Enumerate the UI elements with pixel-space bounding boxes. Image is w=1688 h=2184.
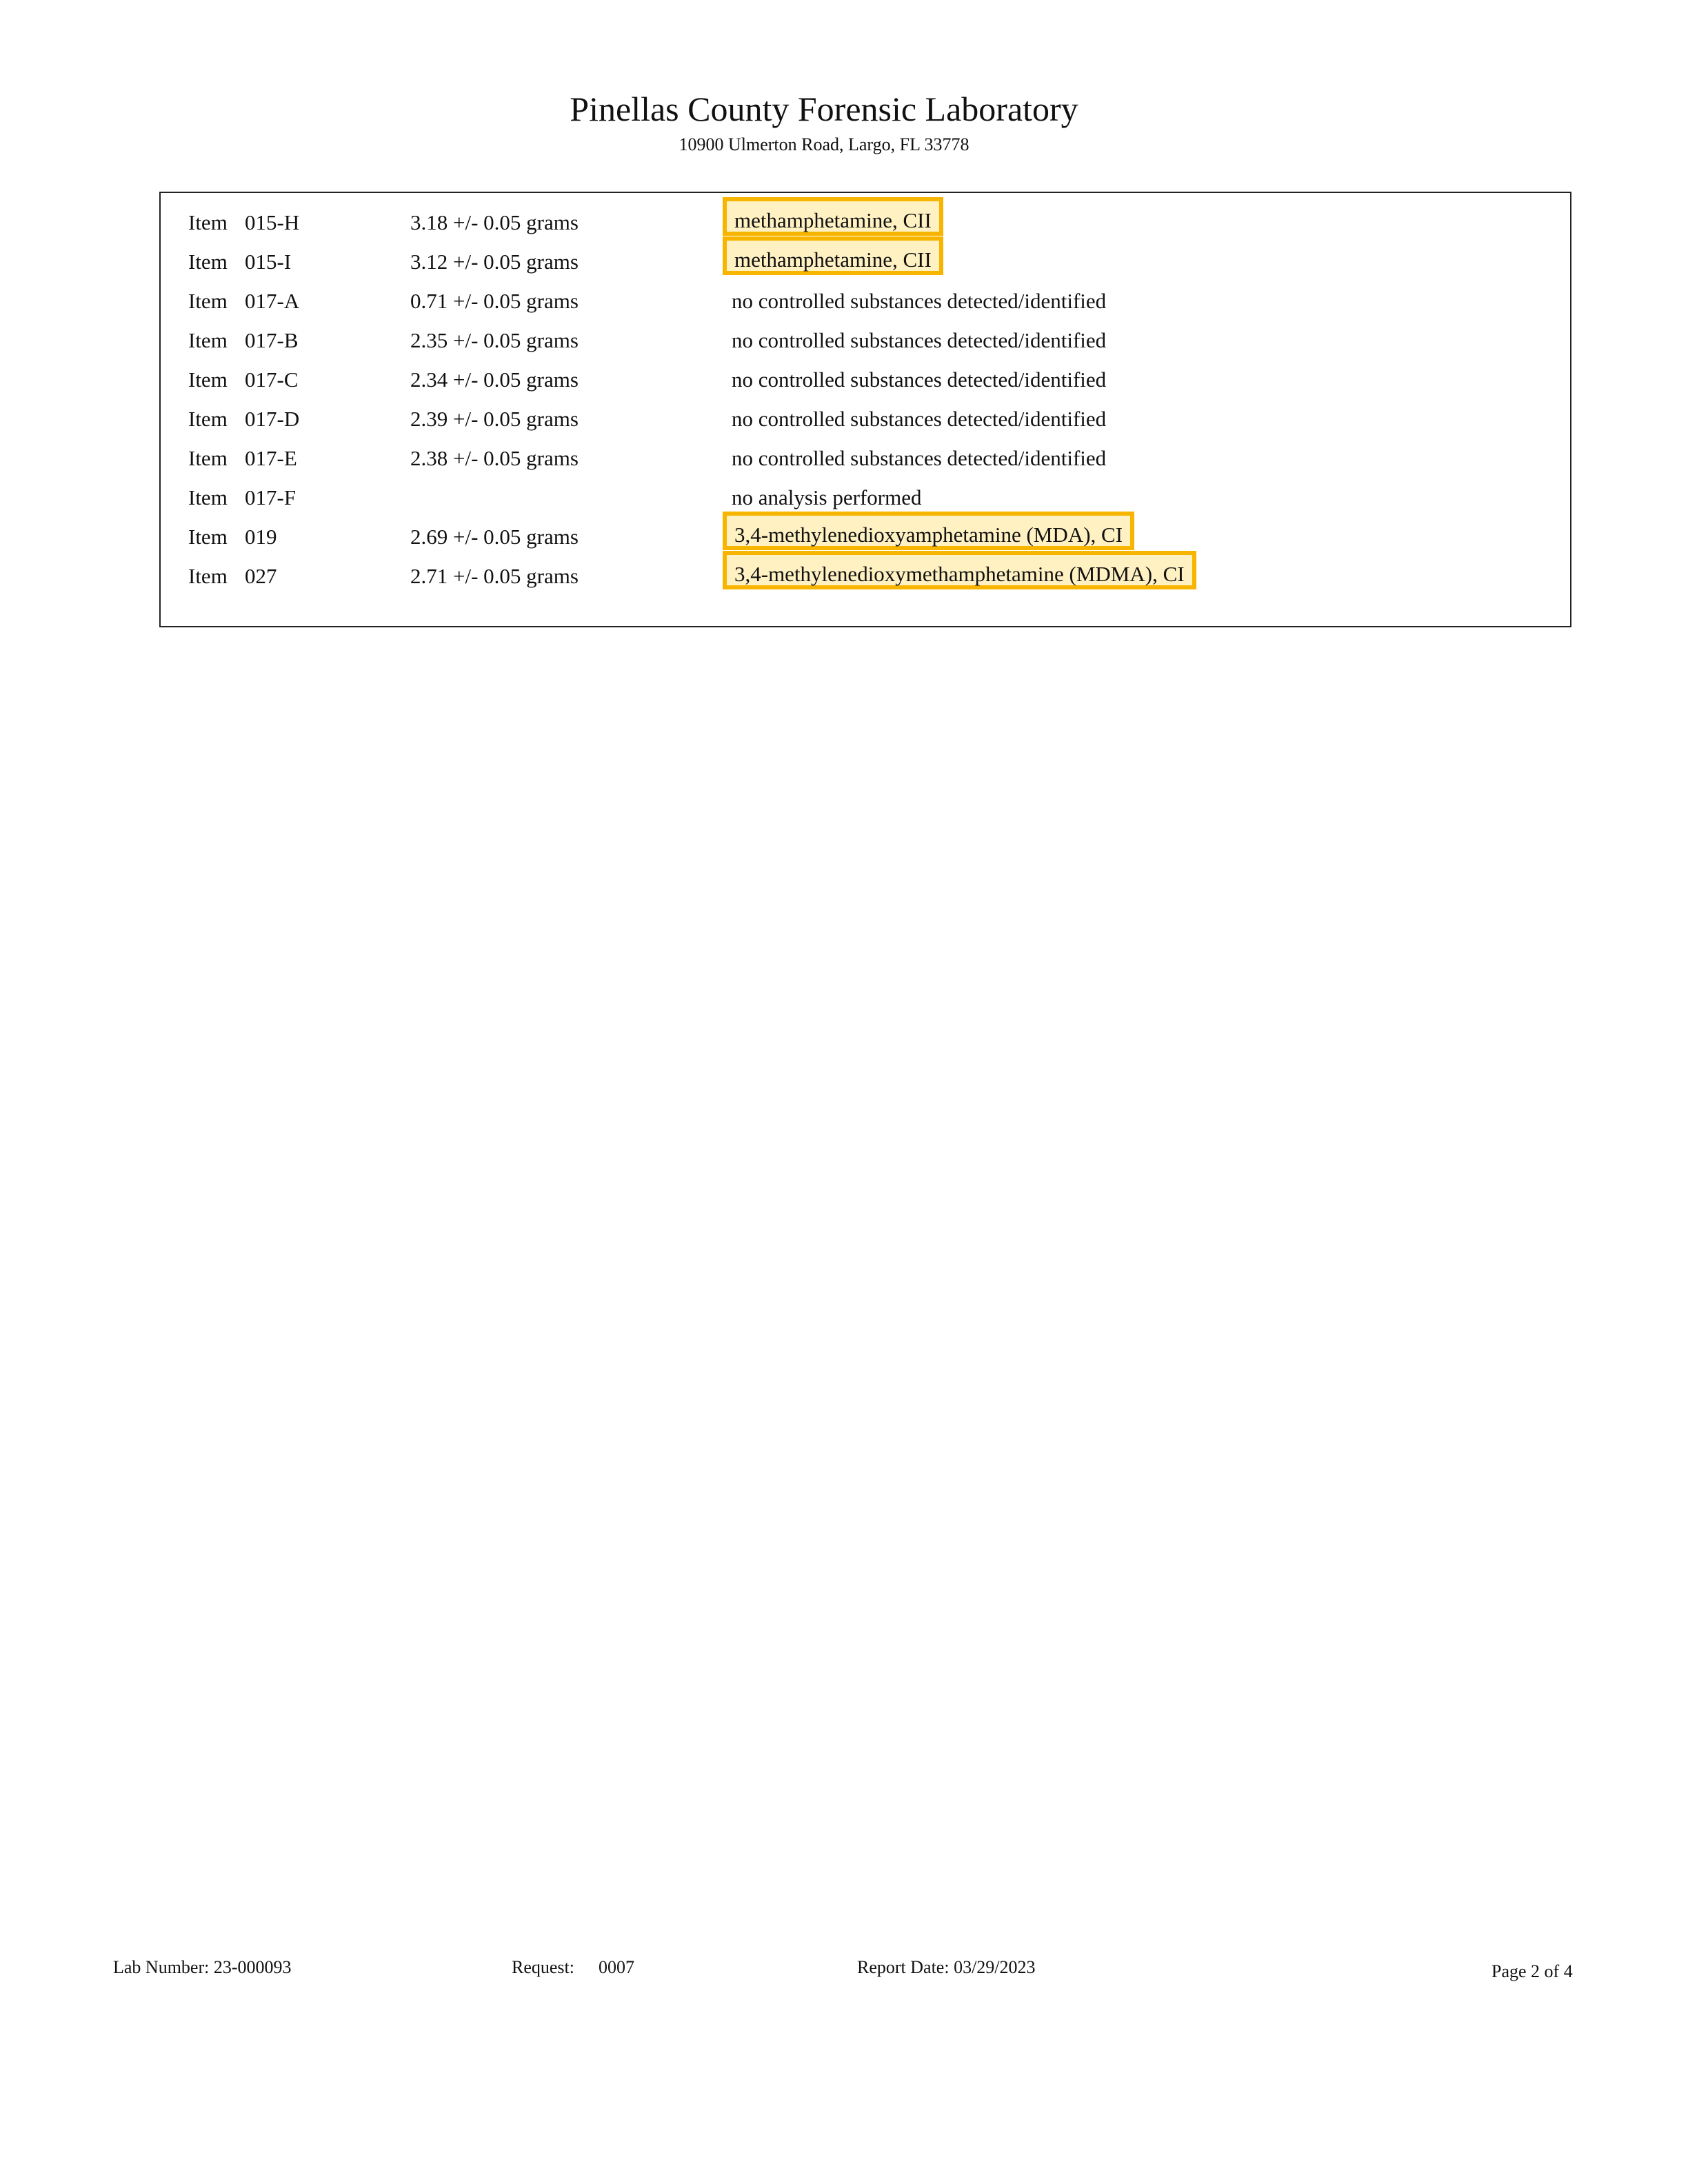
item-result-highlighted: 3,4-methylenedioxyamphetamine (MDA), CI — [723, 512, 1134, 550]
item-result-highlighted: methamphetamine, CII — [723, 197, 943, 236]
item-result: no controlled substances detected/identified — [732, 328, 1107, 352]
item-weight: 2.69 +/- 0.05 grams — [410, 525, 579, 549]
item-label: Item — [188, 564, 228, 588]
item-result: no controlled substances detected/identified — [732, 289, 1107, 313]
result-row — [161, 360, 1570, 399]
page-number: Page 2 of 4 — [1491, 1961, 1573, 1981]
result-row — [161, 556, 1570, 596]
result-row — [161, 321, 1570, 360]
item-number: 015-I — [245, 250, 292, 274]
item-weight: 3.12 +/- 0.05 grams — [410, 250, 579, 274]
item-result-highlighted: 3,4-methylenedioxymethamphetamine (MDMA), CI — [723, 551, 1196, 589]
item-result: no controlled substances detected/identified — [732, 367, 1107, 392]
item-weight: 2.71 +/- 0.05 grams — [410, 564, 579, 588]
item-weight: 2.34 +/- 0.05 grams — [410, 367, 579, 392]
item-weight: 0.71 +/- 0.05 grams — [410, 289, 579, 313]
result-row — [161, 281, 1570, 321]
item-number: 017-B — [245, 328, 299, 352]
item-number: 017-E — [245, 446, 297, 470]
lab-name-title: Pinellas County Forensic Laboratory — [570, 90, 1078, 128]
item-label: Item — [188, 446, 228, 470]
item-label: Item — [188, 407, 228, 431]
item-label: Item — [188, 210, 228, 234]
item-number: 027 — [245, 564, 277, 588]
item-result: no controlled substances detected/identified — [732, 407, 1107, 431]
item-result-highlighted: methamphetamine, CII — [723, 236, 943, 275]
item-label: Item — [188, 367, 228, 392]
item-weight: 2.39 +/- 0.05 grams — [410, 407, 579, 431]
item-label: Item — [188, 328, 228, 352]
item-weight: 2.35 +/- 0.05 grams — [410, 328, 579, 352]
request-number: 0007 — [599, 1957, 634, 1977]
item-label: Item — [188, 525, 228, 549]
item-number: 019 — [245, 525, 277, 549]
item-number: 017-A — [245, 289, 300, 313]
item-result: no controlled substances detected/identified — [732, 446, 1107, 470]
item-number: 017-C — [245, 367, 299, 392]
report-date: Report Date: 03/29/2023 — [857, 1957, 1036, 1977]
item-label: Item — [188, 250, 228, 274]
item-number: 017-D — [245, 407, 300, 431]
item-label: Item — [188, 289, 228, 313]
item-number: 015-H — [245, 210, 300, 234]
lab-address: 10900 Ulmerton Road, Largo, FL 33778 — [679, 134, 969, 154]
result-row — [161, 438, 1570, 478]
results-table — [159, 192, 1571, 627]
lab-number: Lab Number: 23-000093 — [113, 1957, 292, 1977]
item-weight: 2.38 +/- 0.05 grams — [410, 446, 579, 470]
item-number: 017-F — [245, 485, 297, 509]
item-weight: 3.18 +/- 0.05 grams — [410, 210, 579, 234]
result-row — [161, 399, 1570, 438]
item-result: no analysis performed — [732, 485, 922, 509]
item-label: Item — [188, 485, 228, 509]
request-label: Request: — [512, 1957, 574, 1977]
result-row — [161, 242, 1570, 281]
